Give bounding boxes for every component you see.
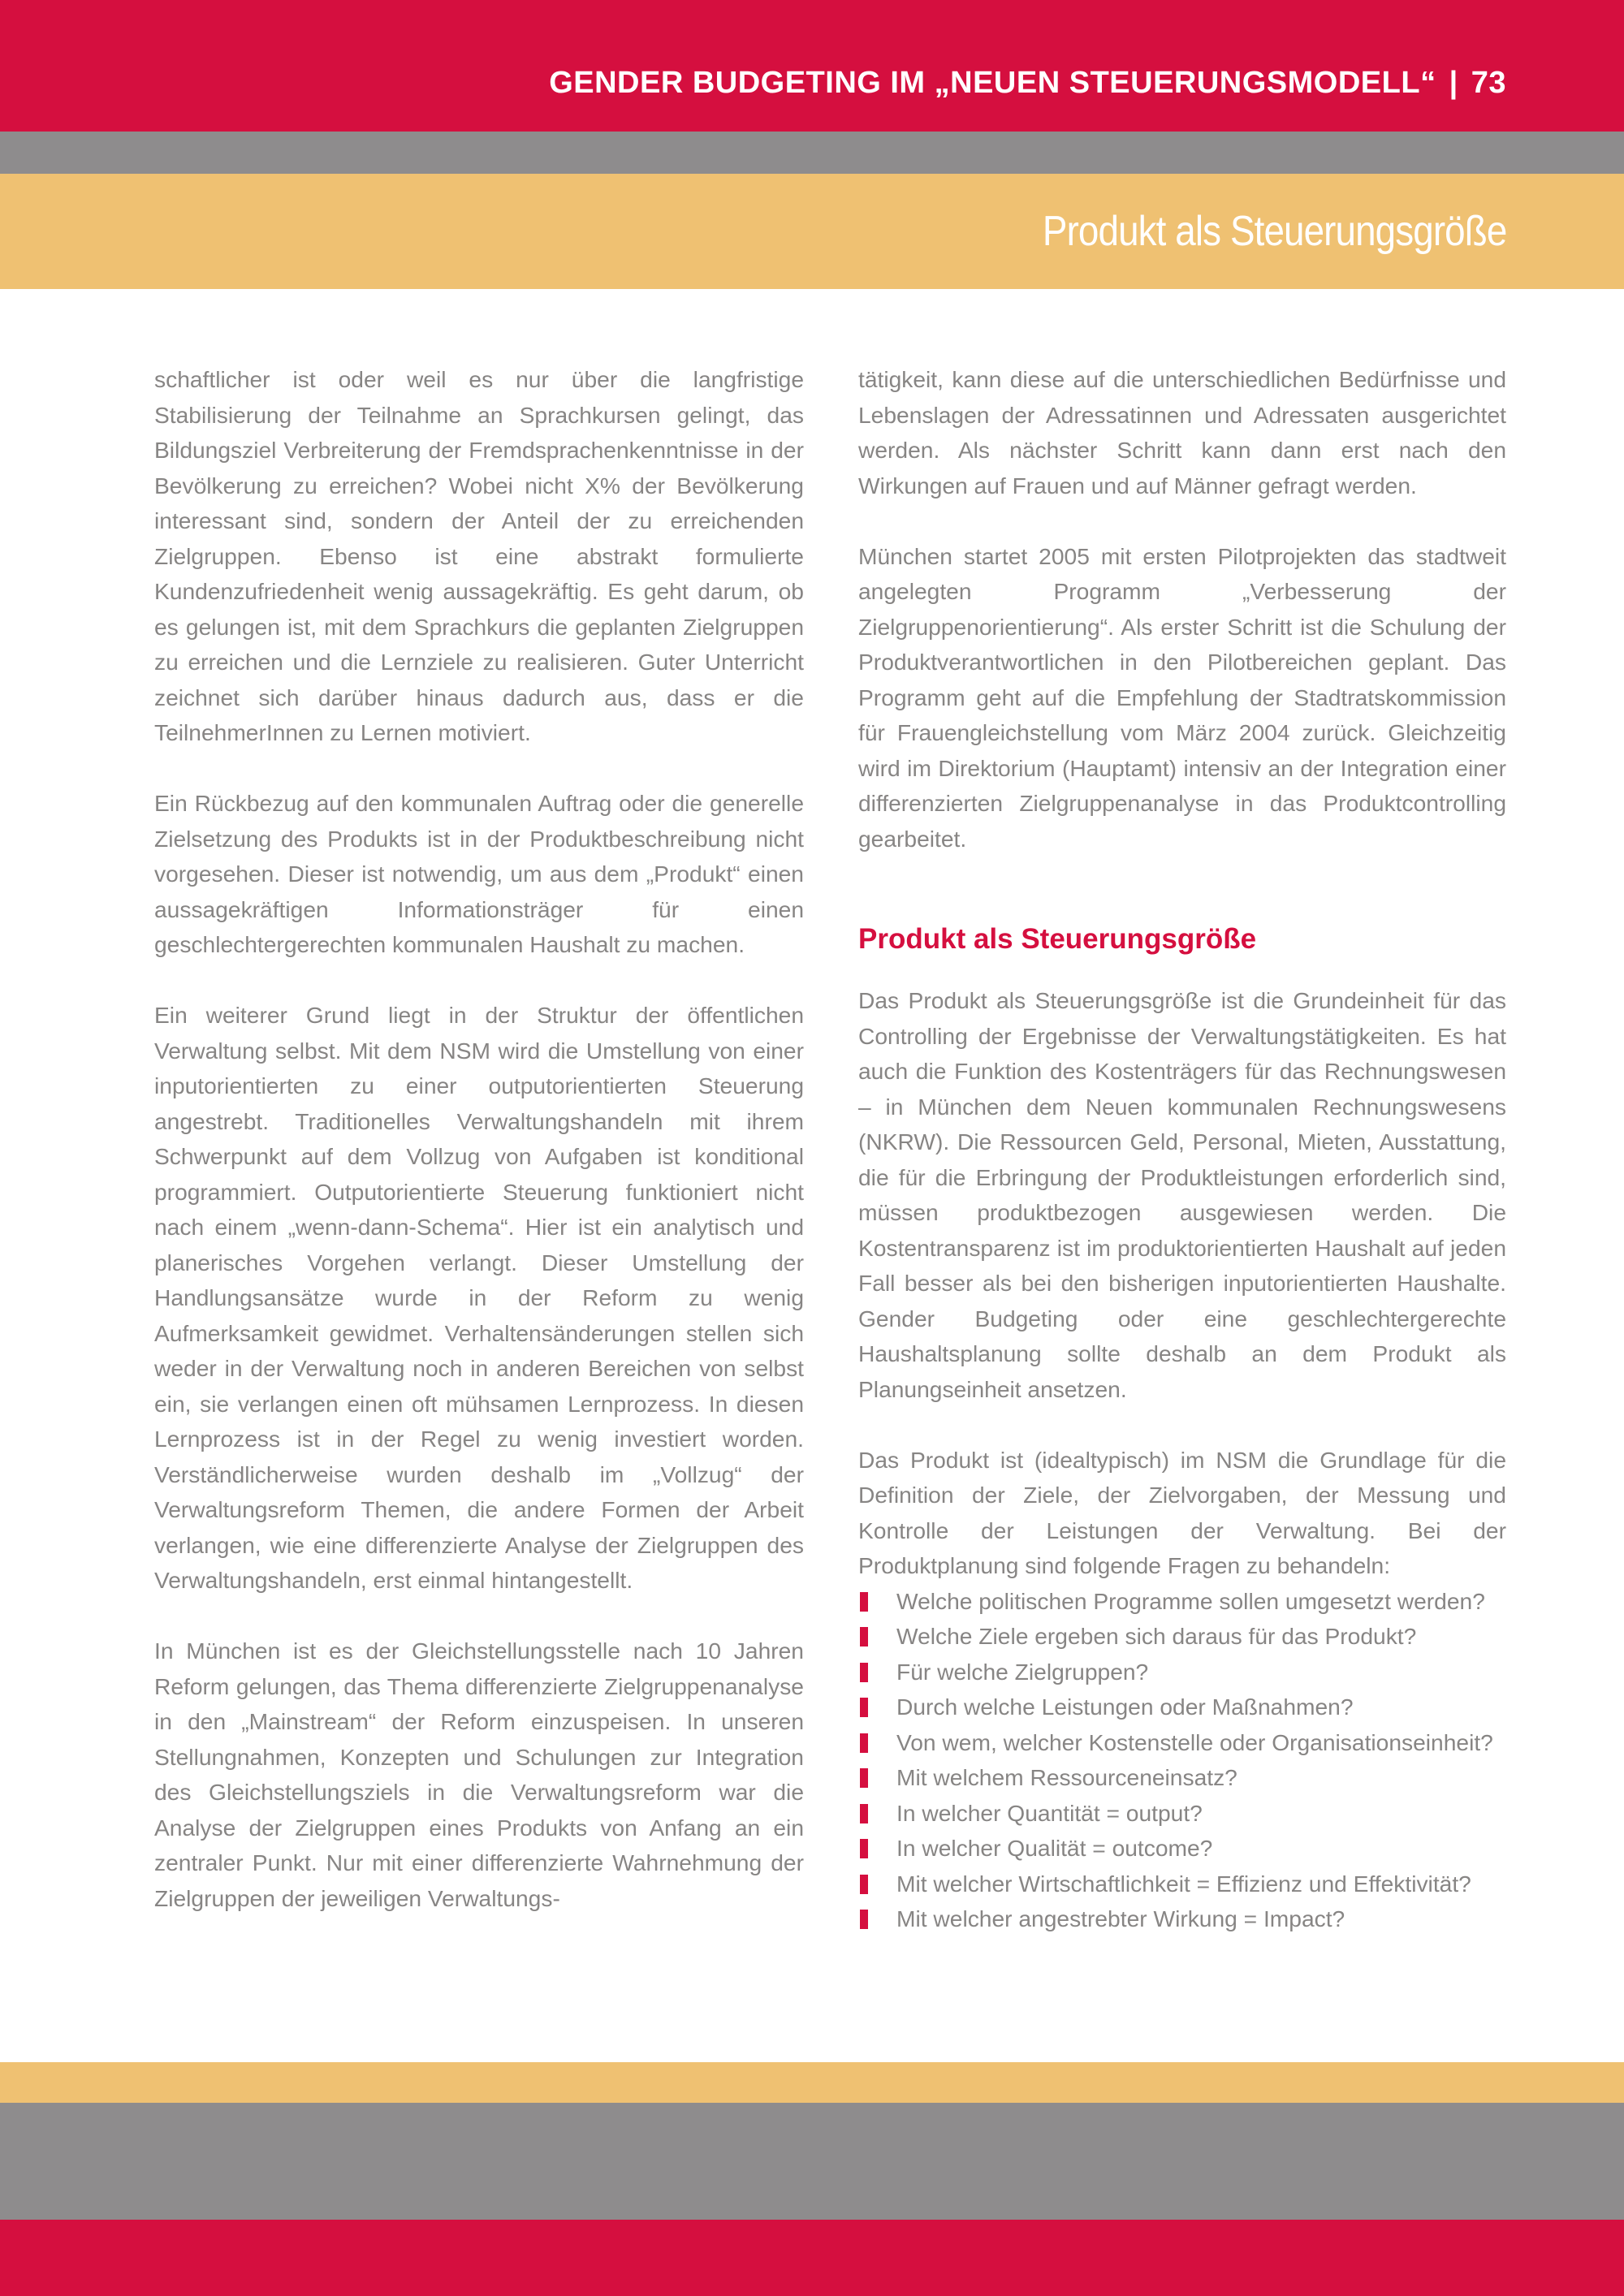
list-item [858, 1831, 1506, 1867]
section-heading: Produkt als Steuerungsgröße [858, 923, 1257, 955]
list-item-text: Mit welcher Wirtschaftlichkeit = Effizienz und Effektivität? [896, 1870, 1471, 1897]
body-paragraph: In München ist es der Gleichstellungsstelle nach 10 Jahren Reform gelungen, das Thema differenzierte Zielgruppenanalyse in den „Mainstream“ der Reform einzuspeisen. In unseren Stellungnahmen, Konzepten und Schulungen zur Integration des Gleichstellungsziels in die Verwaltungsreform war die Analyse der Zielgruppen eines Produkts von Anfang an ein zentraler Punkt. Nur mit einer differenzierte Wahrnehmung der Zielgruppen der jeweiligen Verwaltungs- [154, 1638, 804, 1911]
left-column [154, 362, 804, 1916]
bullet-icon [860, 1592, 868, 1612]
right-column [858, 362, 1506, 1937]
list-item-text: In welcher Quantität = output? [896, 1799, 1203, 1826]
bullet-icon [860, 1804, 868, 1823]
bullet-icon [860, 1875, 868, 1894]
bullet-icon [860, 1839, 868, 1858]
footer-red-band [0, 2220, 1624, 2296]
list-item [858, 1619, 1506, 1655]
list-item-text: Welche Ziele ergeben sich daraus für das Produkt? [896, 1623, 1417, 1649]
page-number: 73 [1471, 66, 1506, 100]
header-separator: | [1449, 66, 1458, 100]
list-item-text: Mit welcher angestrebter Wirkung = Impact? [896, 1905, 1345, 1931]
list-item [858, 1584, 1506, 1620]
list-item [858, 1760, 1506, 1796]
list-item-text: In welcher Qualität = outcome? [896, 1835, 1213, 1861]
list-item-text: Von wem, welcher Kostenstelle oder Organisationseinheit? [896, 1728, 1493, 1755]
list-item [858, 1867, 1506, 1902]
bullet-icon [860, 1768, 868, 1788]
body-paragraph: München startet 2005 mit ersten Pilotprojekten das stadtweit angelegten Programm „Verbesserung der Zielgruppenorientierung“. Als erster Schritt ist die Schulung der Produktverantwortlichen in den Pilotbereichen geplant. Das Programm geht auf die Empfehlung der Stadtratskommission für Frauengleichstellung vom März 2004 zurück. Gleichzeitig wird im Direktorium (Hauptamt) intensiv an der Integration einer differenzierten Zielgruppenanalyse in das Produktcontrolling gearbeitet. [858, 542, 1506, 852]
questions-intro: Das Produkt ist (idealtypisch) im NSM die Grundlage für die Definition der Ziele, der Zielvorgaben, der Messung und Kontrolle der Leistungen der Verwaltung. Bei der Produktplanung sind folgende Fragen zu behandeln: [858, 1446, 1506, 1578]
section-title: Produkt als Steuerungsgröße [1042, 208, 1506, 255]
bullet-icon [860, 1627, 868, 1646]
list-item [858, 1796, 1506, 1832]
running-header [549, 63, 1506, 102]
footer-gray-band [0, 2103, 1624, 2220]
list-item-text: Für welche Zielgruppen? [896, 1658, 1149, 1685]
list-item-text: Mit welchem Ressourceneinsatz? [896, 1764, 1237, 1790]
body-paragraph: Ein Rückbezug auf den kommunalen Auftrag oder die generelle Zielsetzung des Produkts ist in der Produktbeschreibung nicht vorgesehen. Dieser ist notwendig, um aus dem „Produkt“ einen aussagekräftigen Informationsträger für einen geschlechtergerechten kommunalen Haushalt zu machen. [154, 790, 804, 957]
list-item [858, 1655, 1506, 1690]
bullet-icon [860, 1663, 868, 1682]
list-item [858, 1725, 1506, 1761]
list-item-text: Durch welche Leistungen oder Maßnahmen? [896, 1694, 1354, 1720]
question-list [858, 1584, 1506, 1937]
footer-yellow-band [0, 2062, 1624, 2103]
bullet-icon [860, 1698, 868, 1717]
bullet-icon [860, 1733, 868, 1753]
list-item [858, 1690, 1506, 1725]
body-paragraph: tätigkeit, kann diese auf die unterschiedlichen Bedürfnisse und Lebenslagen der Adressatinnen und Adressaten ausgerichtet werden. Als nächster Schritt kann dann erst nach den Wirkungen auf Frauen und auf Männer gefragt werden. [858, 366, 1506, 498]
header-gray-band [0, 132, 1624, 174]
running-title: GENDER BUDGETING IM „NEUEN STEUERUNGSMODELL“ [549, 66, 1436, 100]
body-paragraph: Ein weiterer Grund liegt in der Struktur der öffentlichen Verwaltung selbst. Mit dem NSM wird die Umstellung von einer inputorientierten zu einer outputorientierten Steuerung angestrebt. Traditionelles Verwaltungshandeln mit ihrem Schwerpunkt auf dem Vollzug von Aufgaben ist konditional programmiert. Outputorientierte Steuerung funktioniert nicht nach einem „wenn-dann-Schema“. Hier ist ein analytisch und planerisches Vorgehen verlangt. Dieser Umstellung der Handlungsansätze wurde in der Reform zu wenig Aufmerksamkeit gewidmet. Verhaltensänderungen stellen sich weder in der Verwaltung noch in anderen Bereichen von selbst ein, sie verlangen einen oft mühsamen Lernprozess. In diesen Lernprozess ist in der Regel zu wenig investiert worden. Verständlicherweise wurden deshalb im „Vollzug“ der Verwaltungsreform Themen, die andere Formen der Arbeit verlangen, wie eine differenzierte Analyse der Zielgruppen des Verwaltungshandeln, erst einmal hintangestellt. [154, 1002, 804, 1593]
body-paragraph: Das Produkt als Steuerungsgröße ist die Grundeinheit für das Controlling der Ergebnisse der Verwaltungstätigkeiten. Es hat auch die Funktion des Kostenträgers für das Rechnungswesen – in München dem Neuen kommunalen Rechnungswesens (NKRW). Die Ressourcen Geld, Personal, Mieten, Ausstattung, die für die Erbringung der Produktleistungen erforderlich sind, müssen produktbezogen ausgewiesen werden. Die Kostentransparenz ist im produktorientierten Haushalt auf jeden Fall besser als bei den bisherigen inputorientierten Haushalte. Gender Budgeting oder eine geschlechtergerechte Haushaltsplanung sollte deshalb an dem Produkt als Planungseinheit ansetzen. [858, 987, 1506, 1402]
list-item [858, 1901, 1506, 1937]
body-paragraph: schaftlicher ist oder weil es nur über die langfristige Stabilisierung der Teilnahme an Sprachkursen gelingt, das Bildungsziel Verbreiterung der Fremdsprachenkenntnisse in der Bevölkerung zu erreichen? Wobei nicht X% der Bevölkerung interessant sind, sondern der Anteil der zu erreichenden Zielgruppen. Ebenso ist eine abstrakt formulierte Kundenzufriedenheit wenig aussagekräftig. Es geht darum, ob es gelungen ist, mit dem Sprachkurs die geplanten Zielgruppen zu erreichen und die Lernziele zu realisieren. Guter Unterricht zeichnet sich darüber hinaus dadurch aus, dass er die TeilnehmerInnen zu Lernen motiviert. [154, 366, 804, 745]
bullet-icon [860, 1910, 868, 1929]
list-item-text: Welche politischen Programme sollen umgesetzt werden? [896, 1587, 1485, 1614]
